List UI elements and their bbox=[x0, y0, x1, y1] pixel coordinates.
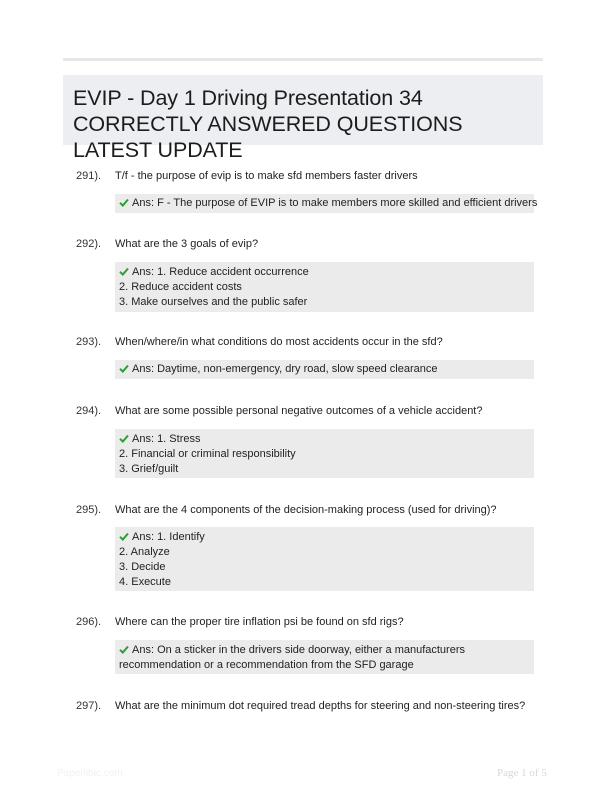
answer-text: Ans: F - The purpose of EVIP is to make members more skilled and efficient drivers bbox=[132, 197, 538, 209]
check-icon bbox=[119, 434, 129, 443]
check-icon bbox=[119, 645, 129, 654]
check-icon bbox=[119, 532, 129, 541]
question-text: When/where/in what conditions do most accidents occur in the sfd? bbox=[115, 336, 443, 348]
check-icon bbox=[119, 267, 129, 276]
answer-text: 3. Make ourselves and the public safer bbox=[119, 296, 308, 308]
answer-box bbox=[115, 262, 534, 312]
answer-text: Ans: On a sticker in the drivers side doorway, either a manufacturers bbox=[132, 644, 465, 656]
question-text: What are the 3 goals of evip? bbox=[115, 238, 259, 250]
question-number: 293). bbox=[76, 336, 102, 348]
answer-text: recommendation or a recommendation from the SFD garage bbox=[119, 659, 414, 671]
answer-text: 2. Reduce accident costs bbox=[119, 281, 242, 293]
question-number: 294). bbox=[76, 405, 102, 417]
answer-text: 4. Execute bbox=[119, 576, 171, 588]
document-title: EVIP - Day 1 Driving Presentation 34 CORRECTLY ANSWERED QUESTIONS LATEST UPDATE bbox=[73, 86, 463, 162]
document-title-box bbox=[63, 75, 543, 162]
answer-text: 3. Grief/guilt bbox=[119, 463, 179, 475]
footer-watermark: Paperlibic.com bbox=[57, 768, 123, 779]
question-text: What are the minimum dot required tread depths for steering and non-steering tires? bbox=[115, 700, 526, 712]
answer-text: Ans: 1. Stress bbox=[132, 433, 201, 445]
top-divider bbox=[63, 58, 543, 61]
question-number: 292). bbox=[76, 238, 102, 250]
question-text: Where can the proper tire inflation psi be found on sfd rigs? bbox=[115, 616, 404, 628]
answer-box bbox=[115, 429, 534, 478]
check-icon bbox=[119, 364, 129, 373]
question-number: 296). bbox=[76, 616, 102, 628]
question-number: 291). bbox=[76, 170, 102, 182]
answer-box bbox=[115, 527, 534, 591]
question-text: What are some possible personal negative outcomes of a vehicle accident? bbox=[115, 405, 483, 417]
answer-text: 3. Decide bbox=[119, 561, 166, 573]
check-icon bbox=[119, 198, 129, 207]
answer-box bbox=[115, 360, 534, 379]
answer-text: 2. Analyze bbox=[119, 546, 170, 558]
answer-box bbox=[115, 640, 534, 674]
answer-text: Ans: 1. Identify bbox=[132, 531, 205, 543]
answer-box bbox=[115, 194, 538, 213]
page-indicator: Page 1 of 5 bbox=[497, 767, 547, 779]
question-number: 297). bbox=[76, 700, 102, 712]
question-number: 295). bbox=[76, 504, 102, 516]
answer-text: Ans: Daytime, non-emergency, dry road, slow speed clearance bbox=[132, 363, 438, 375]
answer-text: 2. Financial or criminal responsibility bbox=[119, 448, 296, 460]
question-text: What are the 4 components of the decision-making process (used for driving)? bbox=[115, 504, 497, 516]
question-text: T/f - the purpose of evip is to make sfd members faster drivers bbox=[115, 170, 418, 182]
answer-text: Ans: 1. Reduce accident occurrence bbox=[132, 266, 309, 278]
